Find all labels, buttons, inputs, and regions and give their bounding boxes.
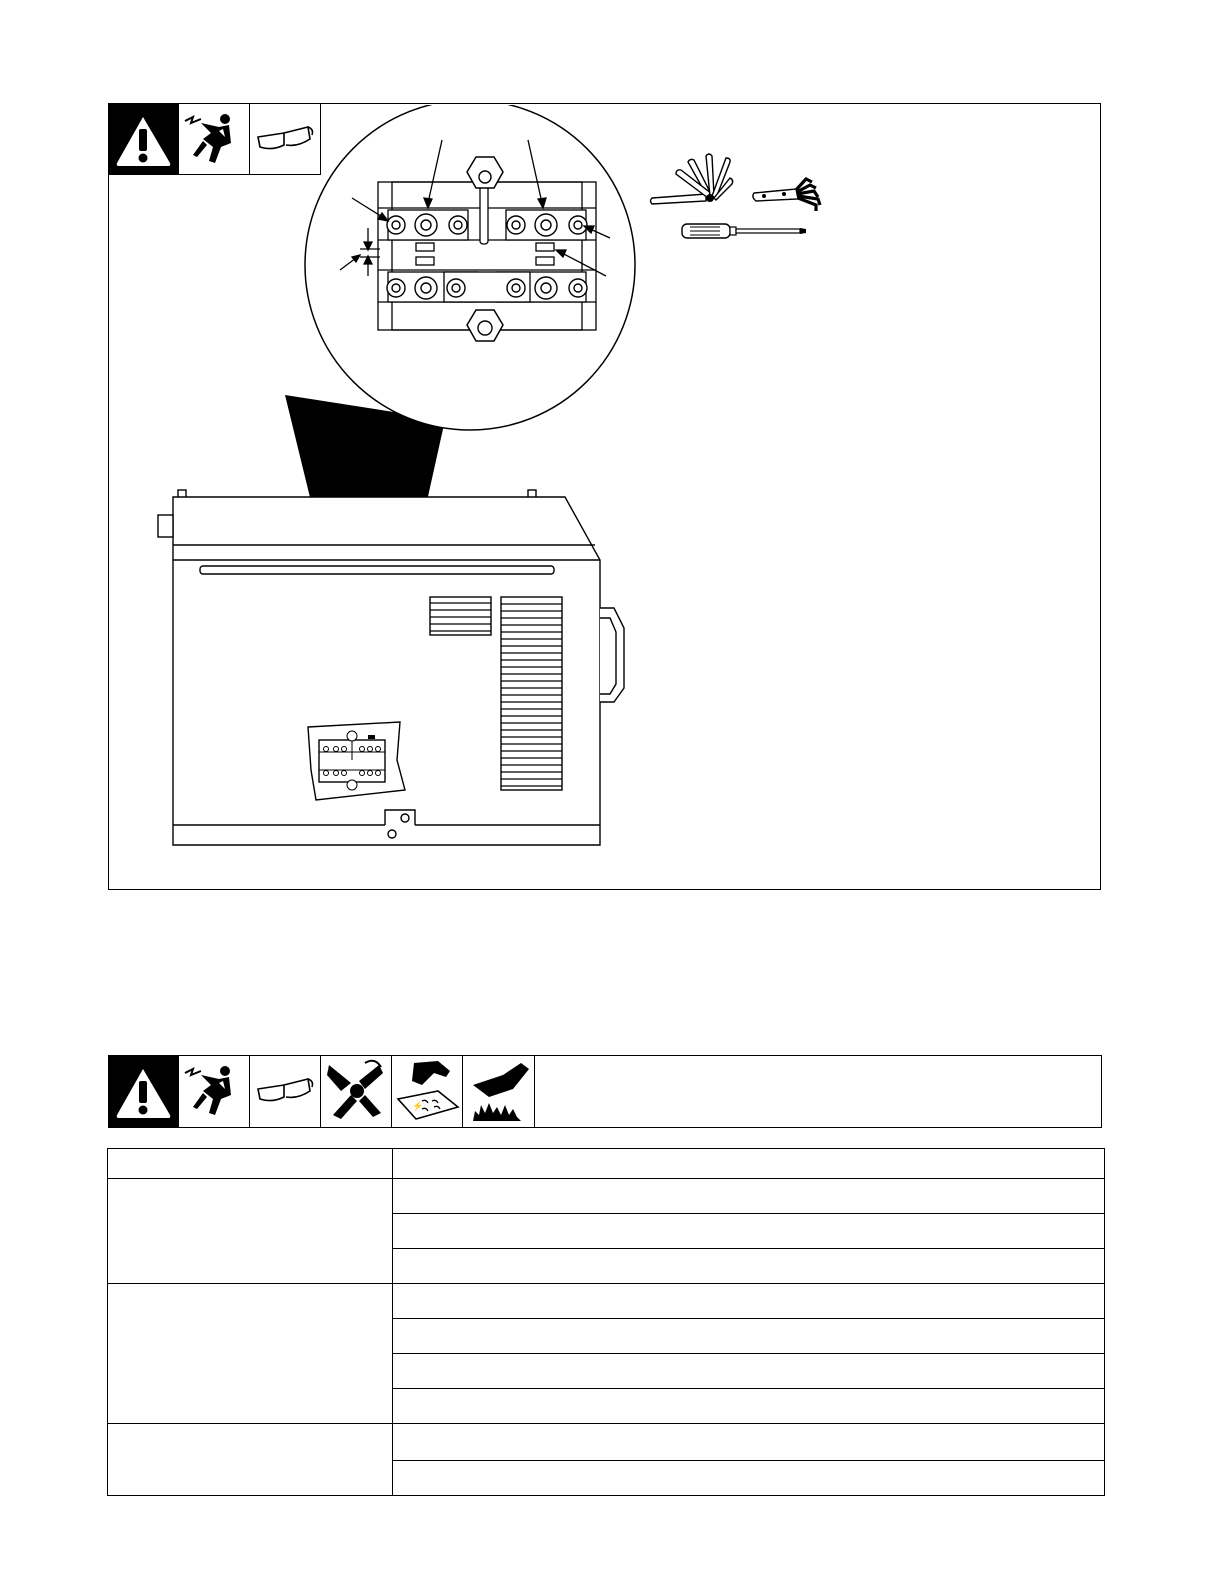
safety-glasses-icon bbox=[250, 1055, 321, 1128]
table-group-cell bbox=[108, 1284, 393, 1424]
moving-parts-icon bbox=[321, 1055, 392, 1128]
assembly-illustration bbox=[150, 105, 650, 850]
table-row bbox=[108, 1284, 1105, 1319]
warning-icon bbox=[108, 1055, 179, 1128]
table-cell bbox=[393, 1179, 1105, 1214]
table-cell bbox=[393, 1319, 1105, 1354]
table-cell bbox=[393, 1461, 1105, 1496]
hex-key-set-icon bbox=[750, 175, 830, 215]
feeler-gauge-icon bbox=[648, 148, 738, 210]
hot-parts-icon bbox=[463, 1055, 535, 1128]
table-header-cell bbox=[393, 1149, 1105, 1179]
table-cell bbox=[393, 1354, 1105, 1389]
table-row bbox=[108, 1424, 1105, 1461]
electric-shock-icon bbox=[179, 1055, 250, 1128]
table-cell bbox=[393, 1424, 1105, 1461]
svg-text:⚡: ⚡ bbox=[412, 1101, 424, 1111]
static-sensitive-icon bbox=[392, 1055, 463, 1128]
table-cell bbox=[393, 1284, 1105, 1319]
table-cell bbox=[393, 1214, 1105, 1249]
troubleshooting-table bbox=[107, 1148, 1105, 1496]
table-header-row bbox=[108, 1149, 1105, 1179]
table-group-cell bbox=[108, 1179, 393, 1284]
screwdriver-icon bbox=[680, 220, 810, 242]
table-header-cell bbox=[108, 1149, 393, 1179]
table-cell bbox=[393, 1249, 1105, 1284]
table-cell bbox=[393, 1389, 1105, 1424]
table-row bbox=[108, 1179, 1105, 1214]
table-group-cell bbox=[108, 1424, 393, 1496]
